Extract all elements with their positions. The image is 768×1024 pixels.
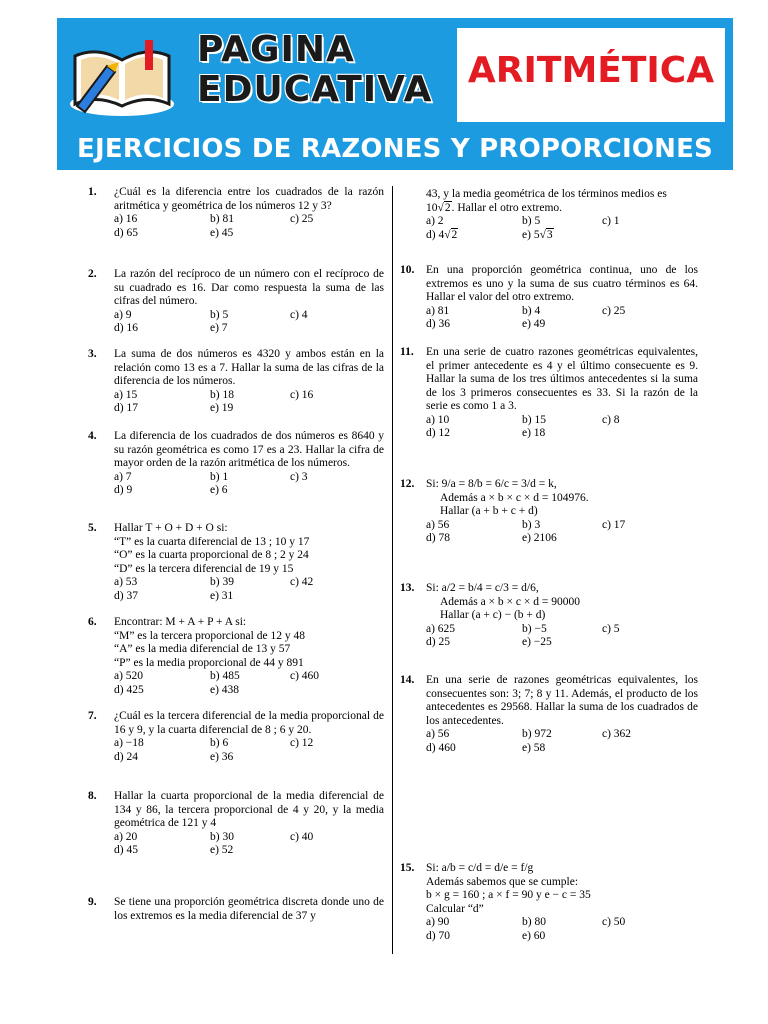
question-text: Hallar T + O + D + O si: [114,522,228,534]
option-d: d) 4√2 [426,228,458,241]
question-line [440,492,698,506]
option-d: d) 12 [426,427,450,439]
answer-options [426,916,698,943]
equation: a/2 = b/4 = c/3 = d/6, [441,582,539,594]
option-d: d) 25 [426,636,450,648]
option-e: e) 52 [210,844,234,856]
option-d: d) 65 [114,226,138,239]
question-number: 1. [88,186,97,198]
option-d: d) 37 [114,589,138,602]
answer-options [426,519,698,546]
question-line [440,505,698,519]
option-a: a) 53 [114,576,138,588]
answer-options [114,471,384,498]
question-text: ¿Cuál es la diferencia entre los cuadrados de la razón aritmética y geométrica de los números 12 y 3? [114,186,384,212]
question-text: En una proporción geométrica continua, uno de los extremos es uno y la suma de sus cuatro términos es 64. Hallar el valor del otro extremo. [426,264,698,303]
answer-options [426,305,698,332]
subject-title: ARITMÉTICA [467,50,715,91]
radicand: 2 [444,201,451,214]
question-text [426,862,698,876]
question-line: Además sabemos que se cumple: [426,875,579,888]
option-a: a) 2 [426,215,444,227]
option-c: c) 17 [602,518,626,531]
question-text [426,582,698,596]
question-11 [400,346,698,441]
option-e: e) 45 [210,226,234,239]
question-number: 13. [400,582,415,594]
option-a: a) 9 [114,308,132,321]
question-number: 4. [88,430,97,442]
question-line: 10√2. Hallar el otro extremo. [426,201,563,214]
question-line: “A” es la media diferencial de 13 y 57 [114,643,291,655]
radicand: 3 [546,228,553,241]
radical-coefficient: 5 [533,228,540,241]
option-e: e) 36 [210,750,234,763]
radical-coefficient: 10 [426,201,438,214]
option-b: b) 3 [522,518,541,531]
option-c: c) 3 [290,470,308,483]
question-text [426,478,698,492]
radical-coefficient: 4 [438,228,445,241]
option-b: b) 18 [210,388,234,401]
question-line: “M” es la tercera proporcional de 12 y 48 [114,629,305,642]
question-line: “O” es la cuarta proporcional de 8 ; 2 y 24 [114,549,309,561]
option-a: a) 90 [426,916,450,928]
option-a: a) −18 [114,737,144,749]
option-c: c) 1 [602,215,620,227]
answer-options [114,831,384,858]
question-5 [88,522,384,603]
si-label: Si: [426,862,439,874]
answer-options [426,728,698,755]
option-b: b) 1 [210,470,229,483]
option-b: b) 485 [210,670,240,682]
question-number: 15. [400,862,415,874]
equation: (a + c) − (b + d) [471,609,546,621]
line-label: Hallar [440,609,469,621]
question-10 [400,264,698,332]
answer-options [426,623,698,650]
question-number: 8. [88,790,97,802]
question-14 [400,674,698,755]
book-pencil-logo-icon [67,26,177,118]
question-text: Encontrar: M + A + P + A si: [114,616,247,628]
question-number: 2. [88,268,97,280]
question-number: 10. [400,264,415,276]
question-number: 12. [400,478,415,490]
equation: a × b × c × d = 90000 [480,595,580,608]
column-divider [392,186,393,954]
question-7 [88,710,384,764]
option-e: e) 60 [522,929,546,942]
option-b: b) 4 [522,304,541,317]
question-line-end: . Hallar el otro extremo. [451,201,563,214]
question-4 [88,430,384,498]
question-2 [88,268,384,336]
answer-options [114,737,384,764]
question-text: Hallar la cuarta proporcional de la media diferencial de 134 y 86, la tercera proporcional de 4 y 20, y la media geométrica de 121 y 4 [114,790,384,829]
option-e: e) 58 [522,741,546,754]
equation: b × g = 160 ; a × f = 90 y e − c = 35 [426,889,591,901]
option-c: c) 362 [602,728,632,740]
option-e: e) 18 [522,427,546,439]
question-13 [400,582,698,650]
option-e: e) 438 [210,683,240,696]
option-d: d) 9 [114,484,133,496]
option-b: b) 39 [210,576,234,588]
subject-box [457,28,725,122]
option-b: b) 30 [210,830,234,843]
option-d: d) 16 [114,322,138,334]
option-a: a) 15 [114,388,138,401]
option-c: c) 50 [602,916,626,928]
page-header [57,18,733,170]
option-d: d) 36 [426,318,450,330]
option-d: d) 425 [114,683,144,696]
question-number: 14. [400,674,415,686]
option-d: d) 70 [426,929,450,942]
question-line: “D” es la tercera diferencial de 19 y 15 [114,562,294,575]
option-c: c) 25 [602,304,626,317]
option-c: c) 25 [290,213,314,225]
option-a: a) 10 [426,413,450,426]
option-a: a) 56 [426,728,450,740]
question-text: En una serie de razones geométricas equivalentes, los consecuentes son: 3; 7; 8 y 11. Además, el producto de los antecedentes es 29568. Hallar la suma de los cuadrados de los antecedentes. [426,674,698,727]
si-label: Si: [426,478,439,490]
option-a: a) 16 [114,213,138,225]
option-a: a) 81 [426,304,450,317]
option-c: c) 460 [290,670,320,682]
question-number: 11. [400,346,414,358]
question-12 [400,478,698,546]
question-line: “T” es la cuarta diferencial de 13 ; 10 y 17 [114,535,310,548]
option-e: e) −25 [522,636,552,648]
answer-options [114,309,384,336]
option-b: b) 5 [522,215,541,227]
question-line [440,609,698,623]
question-text: Se tiene una proporción geométrica discreta donde uno de los extremos es la media diferencial de 37 y [114,896,384,922]
question-number: 5. [88,522,97,534]
line-label: Además [440,491,478,504]
option-a: a) 56 [426,518,450,531]
option-c: c) 42 [290,576,314,588]
question-text: La suma de dos números es 4320 y ambos están en la relación como 13 es a 7. Hallar la suma de las cifras de la diferencia de los números. [114,348,384,387]
equation: (a + b + c + d) [471,505,538,517]
option-b: b) 6 [210,737,229,749]
radicand: 2 [451,228,458,241]
option-e: e) 7 [210,322,228,334]
option-d: d) 24 [114,750,138,763]
question-text: En una serie de cuatro razones geométricas equivalentes, el primer antecedente es 4 y el último consecuente es 9. Hallar la suma de los tres últimos antecedentes si la suma de los 3 primeros consecuentes es 33. Si la razón de la serie es como 1 a 3. [426,346,698,412]
option-e: e) 49 [522,318,546,330]
option-label: e) [522,228,531,241]
option-b: b) 80 [522,916,546,928]
option-d: d) 78 [426,532,450,544]
question-line: “P” es la media proporcional de 44 y 891 [114,656,304,669]
option-b: b) −5 [522,622,547,635]
question-8 [88,790,384,858]
si-label: Si: [426,582,439,594]
question-line [440,596,698,610]
answer-options [426,414,698,441]
answer-options [114,389,384,416]
option-c: c) 12 [290,737,314,749]
option-a: a) 7 [114,470,132,483]
answer-options [114,670,384,697]
question-text: 43, y la media geométrica de los términos medios es [426,188,667,200]
question-number: 6. [88,616,97,628]
answer-options [114,213,384,240]
question-number: 7. [88,710,97,722]
question-3 [88,348,384,416]
question-9-continued [400,188,698,242]
option-e: e) 5√3 [522,228,553,241]
option-c: c) 5 [602,622,620,635]
page-title: EJERCICIOS DE RAZONES Y PROPORCIONES [77,134,713,164]
question-text: La razón del recíproco de un número con el recíproco de su cuadrado es 16. Dar como respuesta la suma de las cifras del número. [114,268,384,307]
question-6 [88,616,384,697]
question-line: Calcular “d” [426,902,484,915]
option-c: c) 16 [290,388,314,401]
equation: 9/a = 8/b = 6/c = 3/d = k, [441,478,557,490]
option-a: a) 20 [114,830,138,843]
option-b: b) 15 [522,413,546,426]
option-e: e) 19 [210,402,234,414]
question-15 [400,862,698,943]
equation: a/b = c/d = d/e = f/g [441,862,534,874]
option-e: e) 31 [210,589,234,602]
equation: a × b × c × d = 104976. [480,491,589,504]
option-d: d) 45 [114,844,138,856]
option-a: a) 520 [114,670,144,682]
option-b: b) 5 [210,308,229,321]
option-c: c) 4 [290,308,308,321]
brand-line-1: PAGINA [197,29,355,70]
option-c: c) 40 [290,830,314,843]
brand-name [197,30,432,110]
option-d: d) 460 [426,741,456,754]
option-e: e) 2106 [522,532,557,544]
option-b: b) 972 [522,728,552,740]
question-1 [88,186,384,240]
option-e: e) 6 [210,484,228,496]
question-text: La diferencia de los cuadrados de dos números es 8640 y su razón geométrica es como 17 es a 23. Hallar la cifra de mayor orden de la razón aritmética de los números. [114,430,384,469]
line-label: Hallar [440,505,469,517]
answer-options [426,215,698,242]
question-9 [88,896,384,923]
line-label: Además [440,595,478,608]
answer-options [114,576,384,603]
option-c: c) 8 [602,413,620,426]
option-a: a) 625 [426,622,456,635]
option-label: d) [426,228,436,241]
option-d: d) 17 [114,402,138,414]
question-text: ¿Cuál es la tercera diferencial de la media proporcional de 16 y 9, y la cuarta diferencial de 8 ; 6 y 20. [114,710,384,736]
brand-line-2: EDUCATIVA [197,69,433,110]
option-b: b) 81 [210,213,234,225]
question-number: 3. [88,348,97,360]
question-number: 9. [88,896,97,908]
